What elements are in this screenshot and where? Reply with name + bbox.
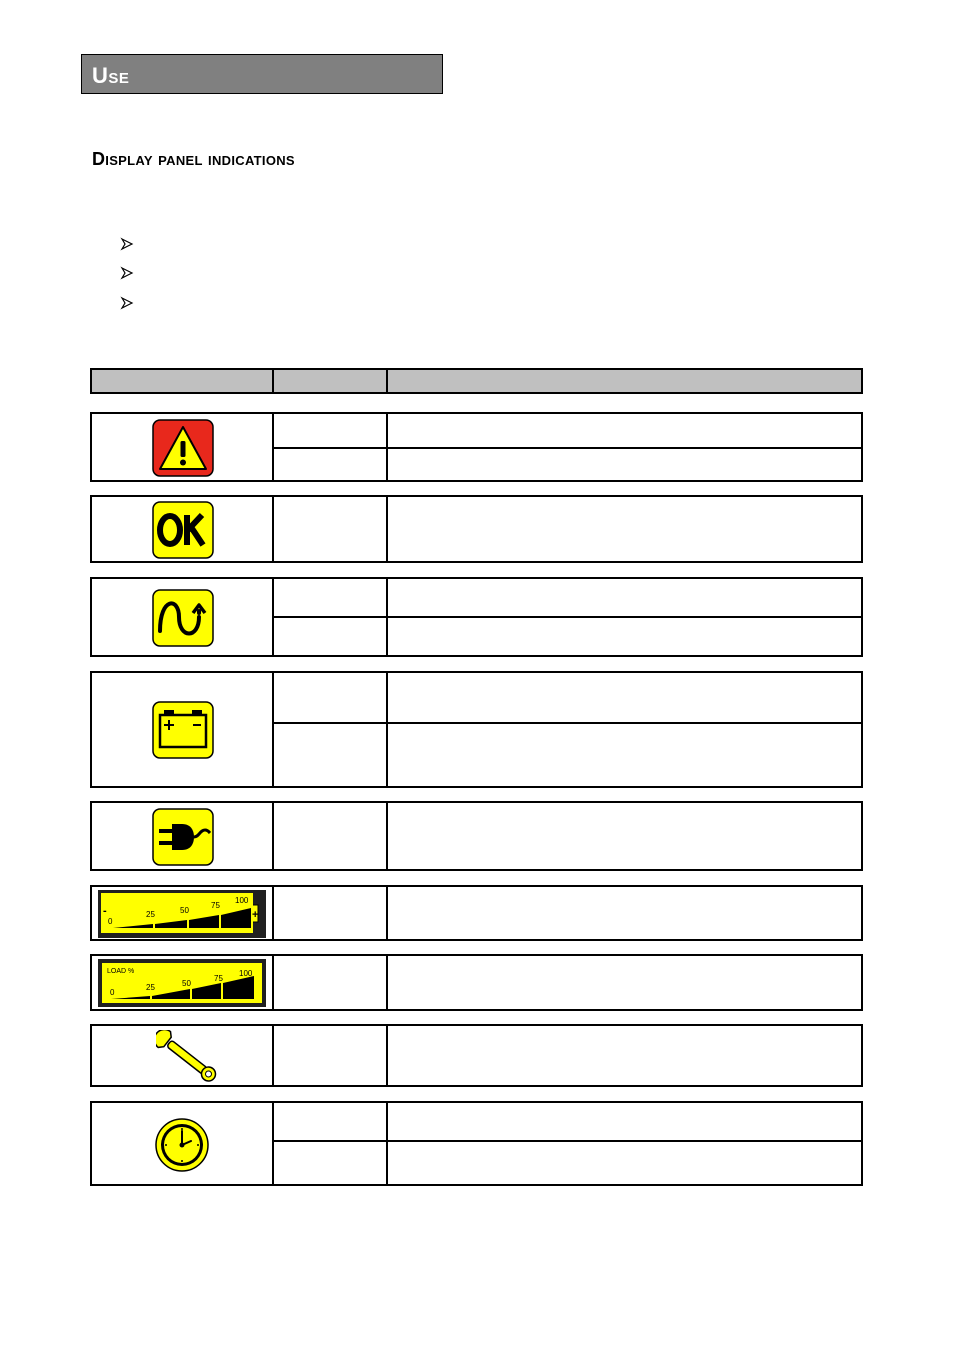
table-row-battery (90, 671, 863, 788)
battery-plus-sign: + (252, 909, 259, 921)
battery-scale-label-100: 100 (235, 896, 249, 905)
table-row-ac-input (90, 577, 863, 657)
battery-scale-label-50: 50 (180, 906, 189, 915)
battery-minus-sign: - (103, 905, 107, 917)
clock-timer-icon (154, 1117, 210, 1173)
battery-level-bar-icon (98, 890, 266, 938)
table-row-mains (90, 801, 863, 871)
mains-plug-icon (152, 808, 214, 866)
table-row-alarm (90, 412, 863, 482)
table-row-ok (90, 495, 863, 563)
battery-scale-label-0: 0 (108, 917, 113, 926)
wrench-service-icon (156, 1030, 220, 1086)
header-column-divider (386, 370, 388, 392)
battery-scale-label-25: 25 (146, 910, 155, 919)
battery-icon (152, 701, 214, 759)
load-scale-title: LOAD % (107, 968, 135, 975)
load-scale-label-100: 100 (239, 969, 253, 978)
battery-scale-label-75: 75 (211, 901, 220, 910)
subsection-title: Display panel indications (92, 149, 295, 169)
ok-status-icon (152, 501, 214, 559)
alarm-warning-icon (152, 419, 214, 477)
section-title: Use (92, 63, 130, 88)
section-heading-bar (81, 54, 443, 94)
table-header-row (90, 368, 863, 394)
table-row-battery-level (90, 885, 863, 941)
table-row-timer (90, 1101, 863, 1186)
arrowhead-bullet-icon (120, 296, 134, 310)
table-row-service (90, 1024, 863, 1087)
load-scale-label-50: 50 (182, 979, 191, 988)
arrowhead-bullet-icon (120, 266, 134, 280)
load-scale-label-0: 0 (110, 988, 115, 997)
ac-sine-wave-icon (152, 589, 214, 647)
table-row-load-level (90, 954, 863, 1011)
load-scale-label-25: 25 (146, 983, 155, 992)
load-level-bar-icon (98, 959, 266, 1007)
load-scale-label-75: 75 (214, 974, 223, 983)
header-column-divider (272, 370, 274, 392)
arrowhead-bullet-icon (120, 237, 134, 251)
